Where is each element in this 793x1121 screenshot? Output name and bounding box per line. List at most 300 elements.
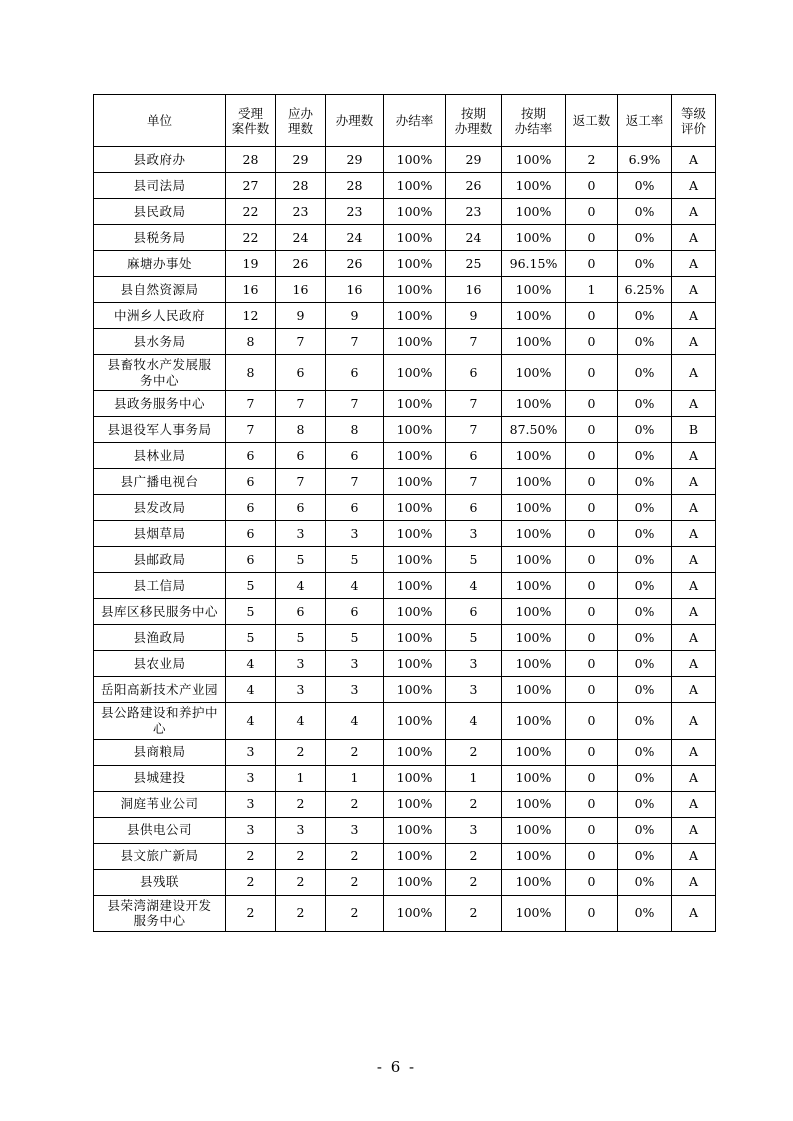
table-data-cell: 96.15% (502, 251, 566, 277)
table-data-cell: 100% (502, 277, 566, 303)
table-data-cell: A (672, 329, 716, 355)
unit-name-cell: 洞庭苇业公司 (94, 791, 226, 817)
table-data-cell: 100% (502, 677, 566, 703)
table-data-cell: A (672, 469, 716, 495)
table-data-cell: 100% (384, 817, 446, 843)
table-data-cell: 100% (384, 895, 446, 931)
table-data-cell: 100% (384, 495, 446, 521)
table-data-cell: 0% (618, 817, 672, 843)
table-data-cell: 100% (384, 225, 446, 251)
table-data-cell: 6 (226, 495, 276, 521)
table-data-cell: A (672, 303, 716, 329)
table-data-cell: 0% (618, 225, 672, 251)
table-data-cell: 1 (566, 277, 618, 303)
table-data-cell: 7 (326, 391, 384, 417)
table-data-cell: 6 (326, 355, 384, 391)
table-data-cell: 0% (618, 199, 672, 225)
table-data-cell: 0 (566, 443, 618, 469)
table-row (94, 199, 716, 225)
table-data-cell: 100% (384, 765, 446, 791)
table-data-cell: 0 (566, 303, 618, 329)
unit-name-cell: 县库区移民服务中心 (94, 599, 226, 625)
table-data-cell: 100% (502, 355, 566, 391)
table-data-cell: 0 (566, 895, 618, 931)
table-data-cell: 4 (276, 573, 326, 599)
table-data-cell: 100% (384, 521, 446, 547)
table-data-cell: 3 (276, 817, 326, 843)
table-data-cell: A (672, 817, 716, 843)
table-data-cell: 24 (446, 225, 502, 251)
table-data-cell: 9 (326, 303, 384, 329)
table-row (94, 625, 716, 651)
table-row (94, 677, 716, 703)
table-data-cell: 6 (446, 495, 502, 521)
table-data-cell: 28 (226, 147, 276, 173)
table-data-cell: A (672, 765, 716, 791)
table-data-cell: 100% (502, 895, 566, 931)
table-data-cell: 7 (326, 329, 384, 355)
table-data-cell: 0 (566, 251, 618, 277)
table-data-cell: 7 (446, 469, 502, 495)
table-data-cell: 29 (326, 147, 384, 173)
unit-name-cell: 县政务服务中心 (94, 391, 226, 417)
table-data-cell: 0% (618, 843, 672, 869)
table-column-header: 等级 评价 (672, 95, 716, 147)
table-data-cell: A (672, 355, 716, 391)
table-data-cell: 0 (566, 417, 618, 443)
table-data-cell: 5 (446, 625, 502, 651)
table-data-cell: 5 (446, 547, 502, 573)
table-data-cell: 0% (618, 651, 672, 677)
table-data-cell: 100% (502, 625, 566, 651)
table-data-cell: 100% (502, 303, 566, 329)
table-data-cell: 6 (446, 599, 502, 625)
table-data-cell: 6 (276, 443, 326, 469)
table-data-cell: 0 (566, 573, 618, 599)
table-data-cell: 6 (446, 355, 502, 391)
table-data-cell: 9 (276, 303, 326, 329)
table-data-cell: 100% (502, 599, 566, 625)
table-data-cell: 27 (226, 173, 276, 199)
table-data-cell: 0 (566, 739, 618, 765)
table-data-cell: A (672, 225, 716, 251)
table-data-cell: 1 (276, 765, 326, 791)
table-data-cell: 2 (326, 791, 384, 817)
table-row (94, 355, 716, 391)
table-data-cell: 0% (618, 391, 672, 417)
table-data-cell: 8 (226, 329, 276, 355)
table-data-cell: A (672, 843, 716, 869)
page-number: - 6 - (376, 1058, 417, 1076)
table-data-cell: 100% (384, 251, 446, 277)
table-data-cell: 0 (566, 703, 618, 739)
table-data-cell: 100% (502, 843, 566, 869)
table-data-cell: 0 (566, 817, 618, 843)
table-data-cell: 0% (618, 417, 672, 443)
table-data-cell: 0 (566, 651, 618, 677)
table-data-cell: 0 (566, 225, 618, 251)
table-data-cell: 6 (226, 547, 276, 573)
table-data-cell: 100% (502, 791, 566, 817)
table-data-cell: 7 (276, 391, 326, 417)
table-data-cell: 100% (384, 147, 446, 173)
unit-name-cell: 岳阳高新技术产业园 (94, 677, 226, 703)
table-data-cell: 23 (326, 199, 384, 225)
table-row (94, 739, 716, 765)
table-data-cell: 4 (226, 677, 276, 703)
table-data-cell: A (672, 791, 716, 817)
table-data-cell: 23 (276, 199, 326, 225)
table-data-cell: 0 (566, 599, 618, 625)
table-row (94, 225, 716, 251)
table-data-cell: 100% (384, 573, 446, 599)
table-data-cell: 5 (276, 625, 326, 651)
table-data-cell: 100% (502, 547, 566, 573)
table-header-row (94, 95, 716, 147)
table-data-cell: 8 (276, 417, 326, 443)
table-row (94, 843, 716, 869)
unit-name-cell: 县司法局 (94, 173, 226, 199)
table-row (94, 547, 716, 573)
table-row (94, 303, 716, 329)
table-data-cell: 87.50% (502, 417, 566, 443)
table-data-cell: 0 (566, 521, 618, 547)
table-data-cell: 7 (276, 329, 326, 355)
table-data-cell: 0% (618, 869, 672, 895)
table-data-cell: 0 (566, 765, 618, 791)
table-data-cell: 100% (384, 843, 446, 869)
unit-name-cell: 县发改局 (94, 495, 226, 521)
table-data-cell: 8 (226, 355, 276, 391)
table-data-cell: 3 (326, 651, 384, 677)
table-data-cell: 0% (618, 469, 672, 495)
unit-name-cell: 县荣湾湖建设开发 服务中心 (94, 895, 226, 931)
table-column-header: 按期 办理数 (446, 95, 502, 147)
unit-name-cell: 县商粮局 (94, 739, 226, 765)
table-data-cell: 1 (326, 765, 384, 791)
table-data-cell: 100% (384, 391, 446, 417)
table-data-cell: 100% (384, 703, 446, 739)
table-data-cell: 100% (384, 625, 446, 651)
table-row (94, 599, 716, 625)
table-data-cell: 6 (326, 443, 384, 469)
table-data-cell: 3 (226, 765, 276, 791)
table-data-cell: A (672, 651, 716, 677)
table-data-cell: A (672, 391, 716, 417)
table-data-cell: 3 (326, 817, 384, 843)
table-data-cell: 100% (502, 391, 566, 417)
table-data-cell: 25 (446, 251, 502, 277)
table-row (94, 329, 716, 355)
unit-name-cell: 县林业局 (94, 443, 226, 469)
table-data-cell: 4 (446, 703, 502, 739)
table-data-cell: A (672, 739, 716, 765)
table-data-cell: 26 (446, 173, 502, 199)
table-data-cell: 6 (226, 469, 276, 495)
unit-name-cell: 县广播电视台 (94, 469, 226, 495)
table-data-cell: 3 (276, 677, 326, 703)
table-data-cell: 100% (384, 329, 446, 355)
table-column-header: 返工数 (566, 95, 618, 147)
table-data-cell: 100% (384, 355, 446, 391)
unit-name-cell: 县农业局 (94, 651, 226, 677)
table-data-cell: 6 (326, 495, 384, 521)
unit-name-cell: 县邮政局 (94, 547, 226, 573)
unit-name-cell: 县供电公司 (94, 817, 226, 843)
table-data-cell: 2 (226, 869, 276, 895)
table-data-cell: 2 (446, 869, 502, 895)
table-row (94, 251, 716, 277)
table-data-cell: 3 (226, 739, 276, 765)
table-data-cell: A (672, 895, 716, 931)
table-data-cell: 9 (446, 303, 502, 329)
table-data-cell: 2 (566, 147, 618, 173)
table-data-cell: 0% (618, 703, 672, 739)
table-data-cell: 3 (276, 651, 326, 677)
table-data-cell: 4 (446, 573, 502, 599)
table-data-cell: 100% (502, 651, 566, 677)
unit-name-cell: 县税务局 (94, 225, 226, 251)
table-data-cell: 0 (566, 199, 618, 225)
table-data-cell: 23 (446, 199, 502, 225)
table-data-cell: 24 (326, 225, 384, 251)
table-data-cell: 2 (226, 843, 276, 869)
table-row (94, 573, 716, 599)
table-row (94, 417, 716, 443)
table-data-cell: 16 (276, 277, 326, 303)
table-data-cell: 100% (384, 303, 446, 329)
table-data-cell: 100% (502, 469, 566, 495)
table-data-cell: A (672, 199, 716, 225)
table-data-cell: 2 (446, 843, 502, 869)
table-data-cell: 2 (276, 869, 326, 895)
table-data-cell: A (672, 277, 716, 303)
table-data-cell: 100% (502, 147, 566, 173)
table-data-cell: 7 (446, 391, 502, 417)
table-data-cell: 0% (618, 355, 672, 391)
unit-name-cell: 县政府办 (94, 147, 226, 173)
table-data-cell: 24 (276, 225, 326, 251)
table-data-cell: 0% (618, 495, 672, 521)
table-data-cell: 0% (618, 303, 672, 329)
table-data-cell: 4 (226, 703, 276, 739)
table-data-cell: 2 (326, 895, 384, 931)
table-data-cell: 0% (618, 791, 672, 817)
table-data-cell: 100% (502, 573, 566, 599)
table-data-cell: 100% (502, 817, 566, 843)
table-data-cell: 6 (326, 599, 384, 625)
table-data-cell: B (672, 417, 716, 443)
unit-name-cell: 县文旅广新局 (94, 843, 226, 869)
table-data-cell: 2 (226, 895, 276, 931)
table-data-cell: 8 (326, 417, 384, 443)
table-row (94, 173, 716, 199)
table-data-cell: 100% (384, 869, 446, 895)
table-data-cell: 16 (446, 277, 502, 303)
table-data-cell: 0% (618, 521, 672, 547)
table-data-cell: 3 (276, 521, 326, 547)
table-data-cell: 4 (326, 573, 384, 599)
table-column-header: 单位 (94, 95, 226, 147)
table-data-cell: A (672, 599, 716, 625)
table-row (94, 651, 716, 677)
table-data-cell: 0 (566, 469, 618, 495)
table-row (94, 895, 716, 931)
unit-name-cell: 中洲乡人民政府 (94, 303, 226, 329)
table-data-cell: 6 (446, 443, 502, 469)
unit-name-cell: 县城建投 (94, 765, 226, 791)
table-data-cell: 100% (502, 495, 566, 521)
table-data-cell: 100% (384, 277, 446, 303)
table-data-cell: 2 (446, 895, 502, 931)
table-data-cell: A (672, 147, 716, 173)
table-data-cell: 7 (276, 469, 326, 495)
table-data-cell: 4 (276, 703, 326, 739)
table-data-cell: 100% (384, 599, 446, 625)
table-row (94, 277, 716, 303)
table-data-cell: 0 (566, 547, 618, 573)
table-row (94, 147, 716, 173)
table-data-cell: 22 (226, 225, 276, 251)
table-data-cell: 0% (618, 443, 672, 469)
table-row (94, 817, 716, 843)
table-data-cell: 100% (384, 547, 446, 573)
table-data-cell: A (672, 443, 716, 469)
table-data-cell: 16 (326, 277, 384, 303)
table-data-cell: 100% (502, 521, 566, 547)
table-data-cell: 100% (384, 469, 446, 495)
table-column-header: 应办 理数 (276, 95, 326, 147)
unit-name-cell: 麻塘办事处 (94, 251, 226, 277)
table-data-cell: 100% (502, 173, 566, 199)
table-data-cell: 6.25% (618, 277, 672, 303)
table-data-cell: 0 (566, 391, 618, 417)
table-row (94, 443, 716, 469)
unit-name-cell: 县渔政局 (94, 625, 226, 651)
table-data-cell: 28 (276, 173, 326, 199)
table-data-cell: 0% (618, 895, 672, 931)
table-data-cell: 6 (276, 599, 326, 625)
table-data-cell: 26 (326, 251, 384, 277)
table-data-cell: 100% (502, 869, 566, 895)
table-data-cell: A (672, 173, 716, 199)
table-data-cell: 28 (326, 173, 384, 199)
table-data-cell: A (672, 547, 716, 573)
table-data-cell: A (672, 625, 716, 651)
table-data-cell: 100% (384, 739, 446, 765)
unit-name-cell: 县残联 (94, 869, 226, 895)
table-data-cell: 2 (276, 843, 326, 869)
table-data-cell: 0 (566, 843, 618, 869)
unit-name-cell: 县退役军人事务局 (94, 417, 226, 443)
table-data-cell: 0 (566, 625, 618, 651)
table-data-cell: 6 (226, 443, 276, 469)
table-data-cell: 100% (502, 329, 566, 355)
table-data-cell: 3 (446, 651, 502, 677)
table-data-cell: 6.9% (618, 147, 672, 173)
table-data-cell: 100% (502, 739, 566, 765)
table-data-cell: 22 (226, 199, 276, 225)
table-data-cell: 0% (618, 765, 672, 791)
table-column-header: 按期 办结率 (502, 95, 566, 147)
table-row (94, 391, 716, 417)
table-data-cell: A (672, 869, 716, 895)
table-row (94, 703, 716, 739)
table-body (94, 147, 716, 932)
table-data-cell: 100% (384, 651, 446, 677)
table-data-cell: 1 (446, 765, 502, 791)
table-data-cell: 7 (446, 329, 502, 355)
table-data-cell: 2 (276, 791, 326, 817)
table-data-cell: 2 (326, 739, 384, 765)
table-data-cell: 5 (326, 625, 384, 651)
table-column-header: 返工率 (618, 95, 672, 147)
unit-name-cell: 县水务局 (94, 329, 226, 355)
table-data-cell: 3 (446, 677, 502, 703)
table-data-cell: 3 (326, 521, 384, 547)
table-column-header: 受理 案件数 (226, 95, 276, 147)
table-data-cell: 2 (446, 791, 502, 817)
table-data-cell: 4 (326, 703, 384, 739)
table-data-cell: 3 (446, 817, 502, 843)
table-data-cell: 100% (384, 173, 446, 199)
table-data-cell: 6 (276, 355, 326, 391)
table-data-cell: 26 (276, 251, 326, 277)
table-data-cell: 0% (618, 251, 672, 277)
unit-name-cell: 县自然资源局 (94, 277, 226, 303)
table-data-cell: 5 (226, 599, 276, 625)
table-data-cell: 3 (226, 817, 276, 843)
table-data-cell: 5 (276, 547, 326, 573)
table-data-cell: 0% (618, 173, 672, 199)
table-data-cell: 100% (502, 765, 566, 791)
table-data-cell: 100% (384, 443, 446, 469)
table-data-cell: 0 (566, 791, 618, 817)
table-data-cell: 5 (226, 625, 276, 651)
table-data-cell: 0 (566, 173, 618, 199)
table-row (94, 791, 716, 817)
table-data-cell: 29 (446, 147, 502, 173)
table-data-cell: 6 (226, 521, 276, 547)
table-row (94, 469, 716, 495)
table-data-cell: 100% (502, 703, 566, 739)
table-data-cell: 0% (618, 739, 672, 765)
table-data-cell: A (672, 573, 716, 599)
table-row (94, 521, 716, 547)
table-data-cell: 100% (384, 417, 446, 443)
table-data-cell: 5 (326, 547, 384, 573)
table-data-cell: 100% (502, 443, 566, 469)
table-data-cell: 100% (502, 225, 566, 251)
table-data-cell: 7 (326, 469, 384, 495)
table-data-cell: 0% (618, 599, 672, 625)
table-data-cell: 3 (446, 521, 502, 547)
table-data-cell: 100% (384, 677, 446, 703)
table-data-cell: 0% (618, 625, 672, 651)
table-data-cell: 2 (276, 739, 326, 765)
table-data-cell: 16 (226, 277, 276, 303)
table-data-cell: 3 (226, 791, 276, 817)
table-data-cell: 0 (566, 329, 618, 355)
table-data-cell: A (672, 521, 716, 547)
table-row (94, 869, 716, 895)
table-data-cell: 2 (326, 869, 384, 895)
table-row (94, 495, 716, 521)
table-column-header: 办理数 (326, 95, 384, 147)
table-data-cell: 29 (276, 147, 326, 173)
table-data-cell: 7 (446, 417, 502, 443)
table-data-cell: 0 (566, 677, 618, 703)
